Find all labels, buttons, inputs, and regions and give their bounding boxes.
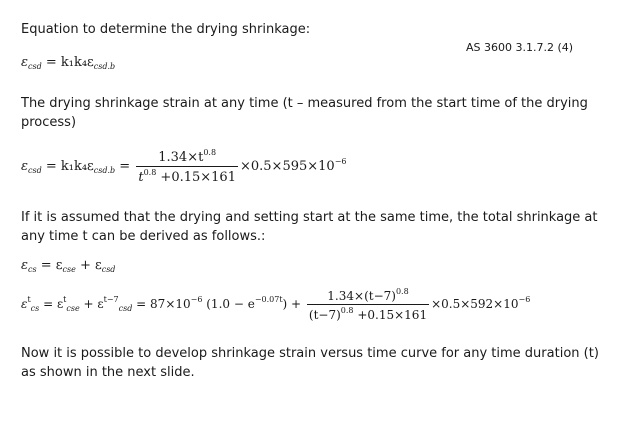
equation-drying-shrinkage: $\varepsilon_{csd} = k_1k_4\varepsilon_{csd.b}$	[21, 55, 116, 71]
paragraph-drying-strain: The drying shrinkage strain at any time (t – measured from the start time of the drying process)	[21, 96, 588, 130]
equation-drying-strain-any-time: $\varepsilon_{csd} = k_1k_4\varepsilon_{csd.b}$ = $\frac{1.34\times t^{0.8}}{t^{0.8} +0.15\times 161}$ $\times 0.5\times 595\times 10^{-6}$	[21, 148, 347, 185]
paragraph-next-slide: Now it is possible to develop shrinkage strain versus time curve for any time duration (t) as shown in the next slide.	[21, 346, 599, 380]
fraction: $\frac{1.34\times(t-7)^{0.8}}{(t-7)^{0.8} +0.15\times 161}$	[308, 287, 428, 322]
paragraph-total-shrinkage: If it is assumed that the drying and setting start at the same time, the total shrinkage at any time t can be derived as follows.:	[21, 210, 598, 244]
fraction: $\frac{1.34\times t^{0.8}}{t^{0.8} +0.15\times 161}$	[138, 148, 236, 185]
standard-reference: AS 3600 3.1.7.2 (4)	[466, 41, 574, 54]
equation-total-shrinkage: $\varepsilon_{cs} = \varepsilon_{cse} + \varepsilon_{csd}$	[21, 258, 116, 274]
equation-total-shrinkage-expanded: $\varepsilon^t_{cs} = \varepsilon^t_{cse} + \varepsilon^{t-7}_{csd} = 87\times 10^{-6}$ $(1.0 - e^{-0.07t})$ + $\frac{1.34\times(t-7)^{0.8}}{(t-7)^{0.8} +0.15\times 161}$ $\times 0.5\times 592\times 10^{-6}$	[21, 287, 531, 322]
intro-text: Equation to determine the drying shrinkage:	[21, 22, 311, 37]
